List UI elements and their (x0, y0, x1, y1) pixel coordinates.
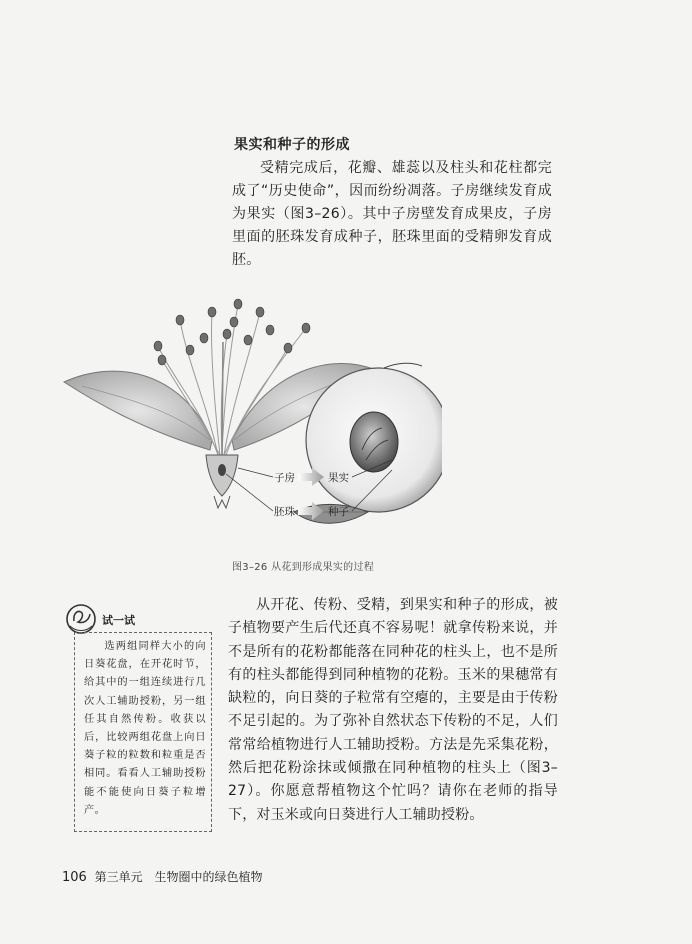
seed (350, 412, 398, 472)
page-number: 106 (62, 870, 87, 885)
intro-paragraph: 受精完成后，花瓣、雄蕊以及柱头和花柱都完成了“历史使命”，因而纷纷凋落。子房继续发育成为果实（图3–26）。其中子房壁发育成果皮，子房里面的胚珠发育成种子，胚珠里面的受精卵发育成胚。 (232, 160, 552, 268)
ovule (218, 464, 226, 476)
activity-text: 选两组同样大小的向日葵花盘，在开花时节，给其中的一组连续进行几次人工辅助授粉，另一组任其自然传粉。收获以后，比较两组花盘上向日葵子粒的粒数和粒重是否相同。看看人工辅助授粉能不能使向日葵子粒增产。 (84, 641, 206, 816)
section-title: 果实和种子的形成 (234, 137, 350, 153)
label-ovule: 胚珠 (274, 506, 295, 518)
flower-to-fruit-figure (62, 290, 442, 552)
try-it-icon (64, 602, 98, 636)
main-paragraph: 从开花、传粉、受精，到果实和种子的形成，被子植物要产生后代还真不容易呢！就拿传粉来说，并不是所有的花粉都能落在同种花的柱头上，也不是所有的柱头都能得到同种植物的花粉。玉米的果穗常有缺粒的，向日葵的子粒常有空瘪的，主要是由于传粉不足引起的。为了弥补自然状态下传粉的不足，人们常常给植物进行人工辅助授粉。方法是先采集花粉，然后把花粉涂抹或倾撒在同种植物的柱头上（图3–27）。你愿意帮植物这个忙吗？请你在老师的指导下，对玉米或向日葵进行人工辅助授粉。 (228, 597, 558, 823)
flower-petal-left (64, 371, 212, 450)
activity-title: 试一试 (102, 614, 135, 627)
anthers (154, 299, 310, 365)
unit-label: 第三单元 (94, 870, 143, 884)
pistil (206, 342, 238, 508)
chapter-title: 生物圈中的绿色植物 (154, 870, 263, 884)
label-ovary: 子房 (274, 472, 295, 484)
ovule-leader-line (226, 474, 273, 511)
page-footer (62, 868, 263, 885)
ovary-leader-line (238, 468, 273, 477)
figure-caption: 图3–26 从花到形成果实的过程 (232, 562, 375, 573)
label-fruit: 果实 (328, 472, 349, 484)
label-seed: 种子 (328, 506, 349, 518)
